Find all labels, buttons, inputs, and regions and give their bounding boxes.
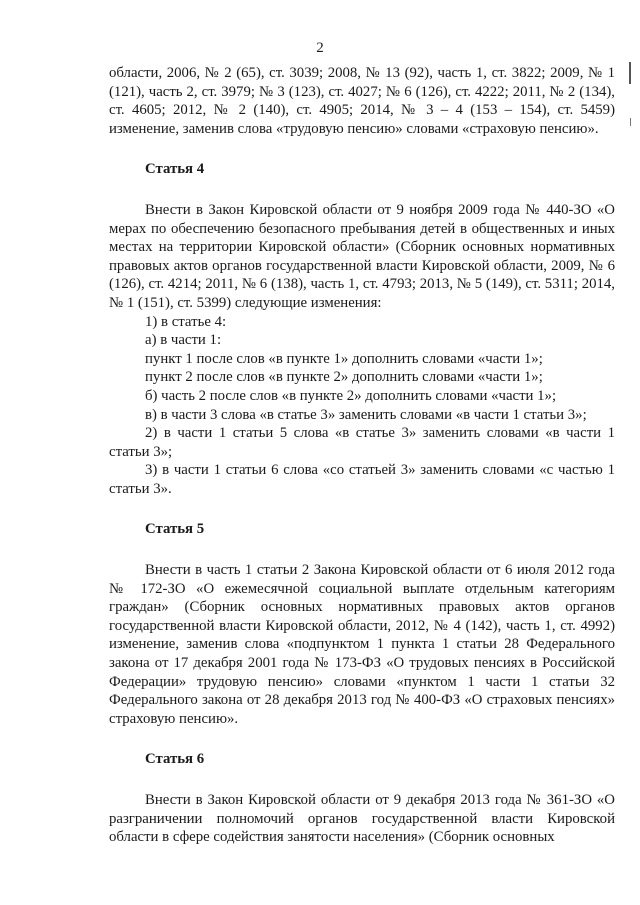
article-5-text: Внести в часть 1 статьи 2 Закона Кировской области от 6 июля 2012 года № 172-ЗО «О ежемесячной социальной выплате отдельным категориям граждан» (Сборник основных нормативных правовых актов органов государственной власти Кировской области, 2012, № 4 (142), часть 1, ст. 4992) изменение, заменив слова «подпунктом 1 пункта 1 статьи 28 Федерального закона от 17 декабря 2001 года № 173-ФЗ «О трудовых пенсиях в Российской Федерации» трудовую пенсию» словами «пунктом 1 части 1 статьи 32 Федерального закона от 28 декабря 2013 год № 400-ФЗ «О страховых пенсиях» страховую пенсию».: [109, 562, 615, 727]
article-4-heading: Статья 4: [145, 161, 205, 178]
article-4-item: пункт 2 после слов «в пункте 2» дополнить словами «части 1»;: [145, 369, 543, 386]
scan-edge-mark: [630, 118, 631, 126]
article-4-item-2: 2) в части 1 статьи 5 слова «в статье 3» заменить словами «в части 1 статьи 3»;: [109, 425, 615, 460]
article-4-item: пункт 1 после слов «в пункте 1» дополнить словами «части 1»;: [145, 350, 543, 367]
article-4-text: Внести в Закон Кировской области от 9 ноября 2009 года № 440-ЗО «О мерах по обеспечению безопасного пребывания детей в общественных и иных местах на территории Кировской области» (Сборник основных нормативных правовых актов органов государственной власти Кировской области, 2009, № 6 (126), ст. 4214; 2011, № 6 (138), часть 1, ст. 4793; 2013, № 5 (149), ст. 5311; 2014, № 1 (151), ст. 5399) следующие изменения:: [109, 201, 615, 311]
article-4-item: а) в части 1:: [145, 332, 222, 349]
article-4-item: б) часть 2 после слов «в пункте 2» дополнить словами «части 1»;: [145, 387, 557, 404]
article-5-heading: Статья 5: [145, 521, 205, 538]
scan-edge-mark: [629, 62, 631, 84]
article-4-item: в) в части 3 слова «в статье 3» заменить словами «в части 1 статьи 3»;: [145, 406, 587, 423]
document-body: [109, 64, 615, 847]
article-4-item: 1) в статье 4:: [145, 313, 227, 330]
page-number: 2: [316, 40, 324, 56]
article-6-text: Внести в Закон Кировской области от 9 декабря 2013 года № 361-ЗО «О разграничении полномочий органов государственной власти Кировской области в сфере содействия занятости населения» (Сборник основных: [109, 792, 615, 846]
article-4-item-3: 3) в части 1 статьи 6 слова «со статьей 3» заменить словами «с частью 1 статьи 3».: [109, 462, 615, 497]
article-6-heading: Статья 6: [145, 751, 205, 768]
intro-paragraph: области, 2006, № 2 (65), ст. 3039; 2008, № 13 (92), часть 1, ст. 3822; 2009, № 1 (121), часть 2, ст. 3979; № 3 (123), ст. 4027; № 6 (126), ст. 4222; 2011, № 2 (134), ст. 4605; 2012, № 2 (140), ст. 4905; 2014, № 3 – 4 (153 – 154), ст. 5459) изменение, заменив слова «трудовую пенсию» словами «страховую пенсию».: [109, 65, 615, 137]
